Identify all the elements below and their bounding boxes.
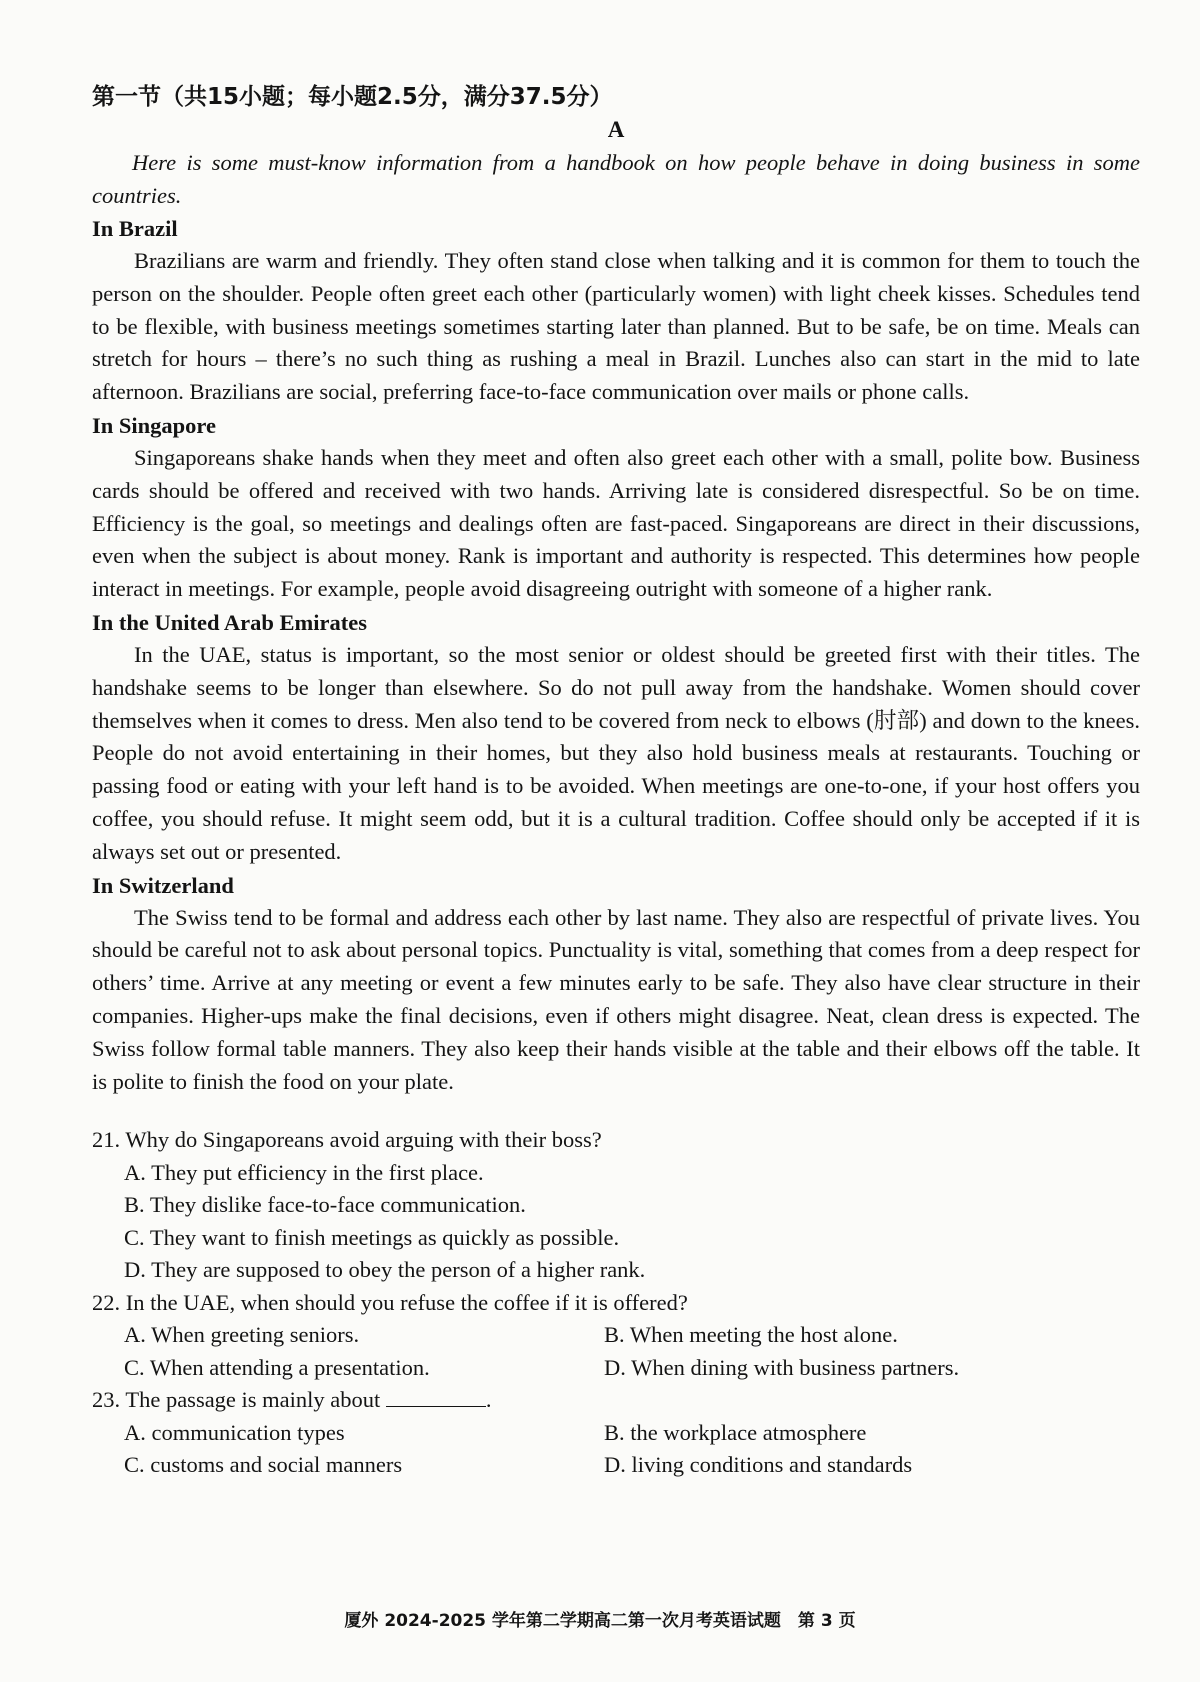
questions-block xyxy=(92,1124,1140,1482)
option-c: C. customs and social manners xyxy=(124,1452,403,1478)
question-22 xyxy=(92,1287,1140,1385)
page-footer: 厦外 2024-2025 学年第二学期高二第一次月考英语试题 第 3 页 xyxy=(344,1611,856,1631)
passage-letter: A xyxy=(607,117,625,142)
section-title: 第一节（共15小题；每小题2.5分，满分37.5分） xyxy=(92,84,613,110)
option-d: D. When dining with business partners. xyxy=(604,1354,960,1380)
section-singapore xyxy=(92,409,1140,606)
section-switzerland xyxy=(92,869,1140,1099)
option-d: D. living conditions and standards xyxy=(604,1452,913,1478)
question-21 xyxy=(92,1124,1140,1287)
section-body: In the UAE, status is important, so the most senior or oldest should be greeted first with their titles. The handshake seems to be longer than elsewhere. So do not pull away from the handshake. Women should cover themselves when it comes to dress. Men also tend to be covered from neck to elbows (肘部) and down to the knees. People do not avoid entertaining in their homes, but they also hold business meals at restaurants. Touching or passing food or eating with your left hand is to be avoided. When meetings are one-to-one, if your host offers you coffee, you should refuse. It might seem odd, but it is a cultural tradition. Coffee should only be accepted if it is always set out or presented. xyxy=(92,641,1140,864)
section-heading: In Singapore xyxy=(92,412,217,438)
option-a: A. When greeting seniors. xyxy=(124,1322,360,1348)
section-body: Brazilians are warm and friendly. They often stand close when talking and it is common for them to touch the person on the shoulder. People often greet each other (particularly women) with light cheek kisses. Schedules tend to be flexible, with business meetings sometimes starting later than planned. But to be safe, be on time. Meals can stretch for hours – there’s no such thing as rushing a meal in Brazil. Lunches also can start in the mid to late afternoon. Brazilians are social, preferring face-to-face communication over mails or phone calls. xyxy=(92,248,1140,405)
section-brazil xyxy=(92,212,1140,409)
question-stem: 21. Why do Singaporeans avoid arguing with their boss? xyxy=(92,1127,602,1153)
section-heading: In the United Arab Emirates xyxy=(92,609,367,635)
section-body: The Swiss tend to be formal and address each other by last name. They also are respectful of private lives. You should be careful not to ask about personal topics. Punctuality is vital, something that comes from a deep respect for others’ time. Arrive at any meeting or event a few minutes early to be safe. They also have clear structure in their companies. Higher-ups make the final decisions, even if others might disagree. Neat, clean dress is expected. The Swiss follow formal table manners. They also keep their hands visible at the table and their elbows off the table. It is polite to finish the food on your plate. xyxy=(92,904,1140,1094)
question-stem-end: . xyxy=(485,1387,492,1413)
option-d: D. They are supposed to obey the person of a higher rank. xyxy=(124,1257,646,1283)
option-b: B. When meeting the host alone. xyxy=(604,1322,898,1348)
option-b: B. the workplace atmosphere xyxy=(604,1419,867,1445)
section-body: Singaporeans shake hands when they meet and often also greet each other with a small, polite bow. Business cards should be offered and received with two hands. Arriving late is considered disrespectful. So be on time. Efficiency is the goal, so meetings and dealings often are fast-paced. Singaporeans are direct in their discussions, even when the subject is about money. Rank is important and authority is respected. This determines how people interact in meetings. For example, people avoid disagreeing outright with someone of a higher rank. xyxy=(92,444,1140,602)
question-stem: 22. In the UAE, when should you refuse the coffee if it is offered? xyxy=(92,1289,688,1315)
option-c: C. They want to finish meetings as quickly as possible. xyxy=(124,1224,620,1250)
answer-blank xyxy=(386,1386,486,1407)
option-a: A. They put efficiency in the first place. xyxy=(124,1159,484,1185)
question-stem xyxy=(92,1384,1140,1417)
option-a: A. communication types xyxy=(124,1419,345,1445)
passage-intro: Here is some must-know information from a handbook on how people behave in doing business in some countries. xyxy=(92,150,1140,208)
question-23 xyxy=(92,1384,1140,1482)
option-c: C. When attending a presentation. xyxy=(124,1354,430,1380)
section-heading: In Brazil xyxy=(92,216,178,241)
option-b: B. They dislike face-to-face communication. xyxy=(124,1192,526,1218)
question-stem-text: 23. The passage is mainly about xyxy=(92,1387,381,1413)
section-heading: In Switzerland xyxy=(92,872,234,898)
section-uae xyxy=(92,606,1140,869)
